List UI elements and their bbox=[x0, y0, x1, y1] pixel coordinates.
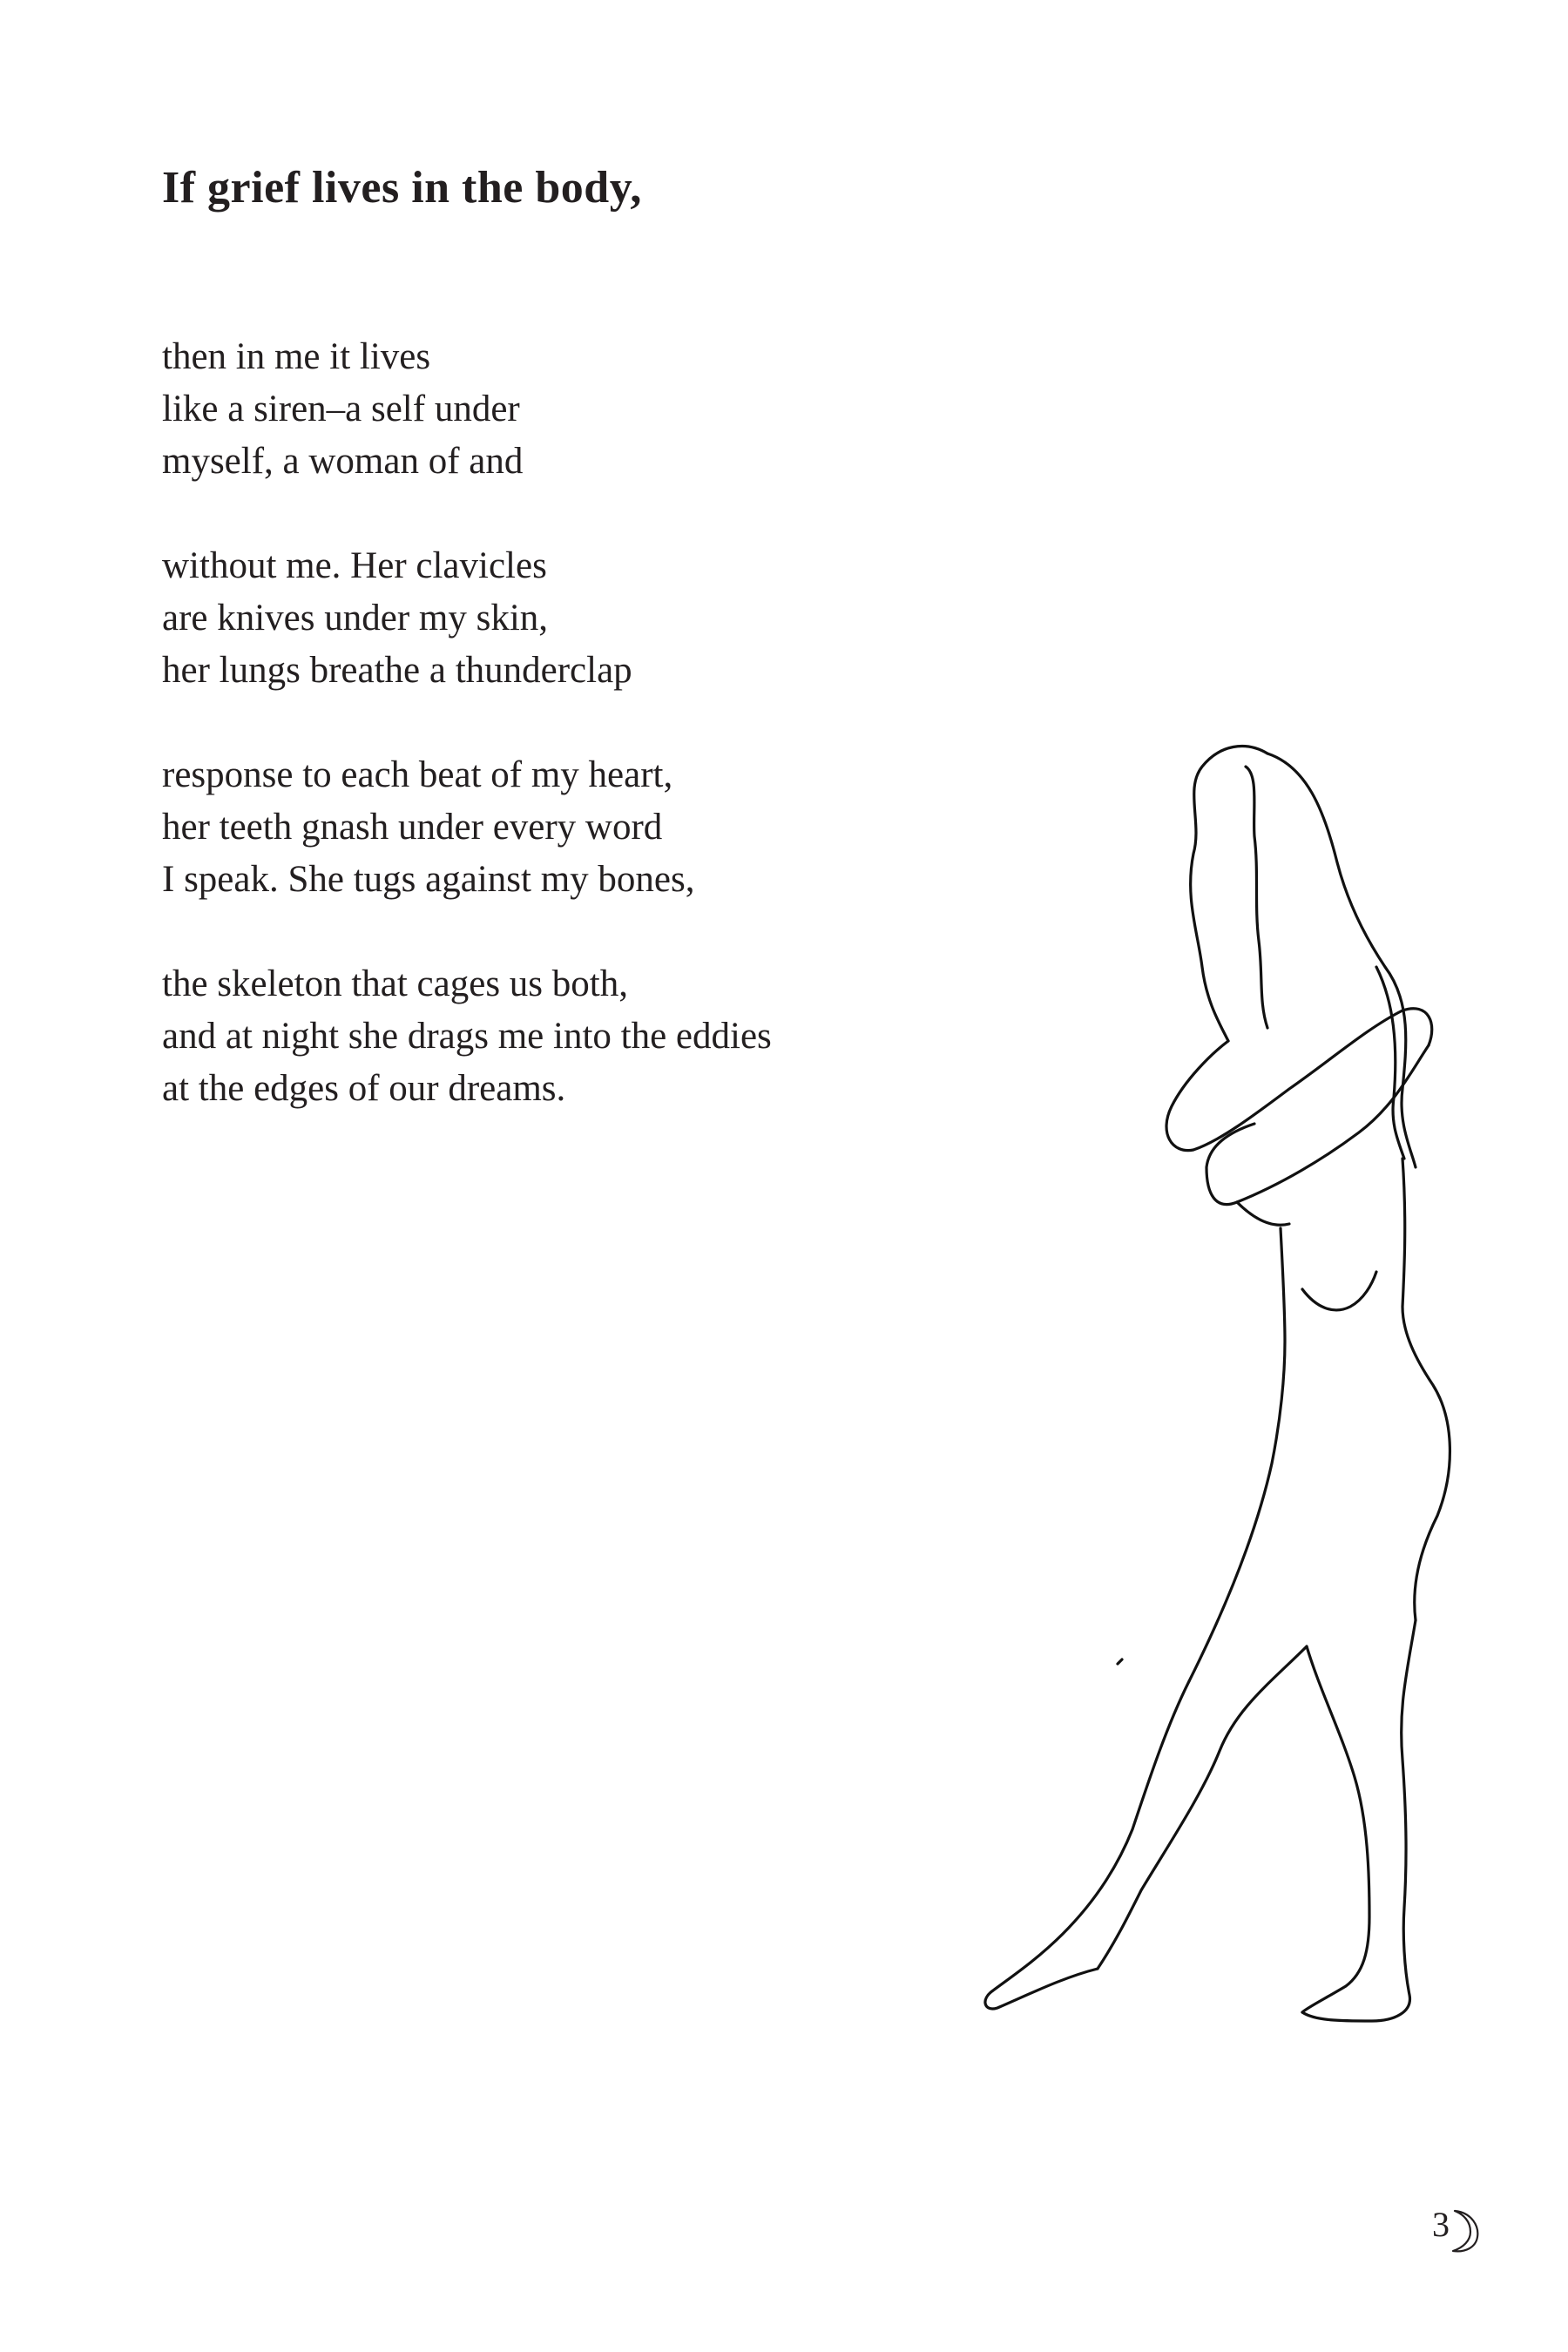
poem-line: her teeth gnash under every word bbox=[162, 807, 663, 848]
hair-inner-contour bbox=[1246, 767, 1267, 1028]
forearm-underline bbox=[1237, 1202, 1289, 1225]
stanza-3 bbox=[162, 749, 694, 906]
sketch-mark bbox=[1118, 1659, 1122, 1664]
upper-arm bbox=[1166, 1009, 1432, 1151]
poem-line: without me. Her clavicles bbox=[162, 545, 547, 586]
poem-line: at the edges of our dreams. bbox=[162, 1068, 566, 1109]
line-drawing-female-figure-icon bbox=[941, 723, 1516, 2065]
torso-left bbox=[1189, 1228, 1285, 1681]
poem-line: myself, a woman of and bbox=[162, 441, 524, 482]
stanza-2 bbox=[162, 540, 632, 697]
poem-line: her lungs breathe a thunderclap bbox=[162, 650, 632, 691]
stanza-1 bbox=[162, 331, 523, 488]
poem-line: are knives under my skin, bbox=[162, 598, 549, 639]
poem-line: then in me it lives bbox=[162, 336, 431, 377]
page-number-text: 3 bbox=[1432, 2205, 1450, 2244]
poem-title: If grief lives in the body, bbox=[162, 163, 642, 213]
back-leg bbox=[985, 1681, 1189, 2009]
torso-right bbox=[1402, 1159, 1450, 1620]
poem-line: and at night she drags me into the eddies bbox=[162, 1016, 772, 1057]
poem-line: I speak. She tugs against my bones, bbox=[162, 859, 695, 900]
poem-line: response to each beat of my heart, bbox=[162, 754, 673, 795]
back-leg-upper bbox=[1098, 1646, 1307, 1969]
poem-line: like a siren–a self under bbox=[162, 389, 520, 429]
page-number bbox=[1429, 2204, 1490, 2256]
front-leg-inner bbox=[1302, 1646, 1369, 2012]
belly-line bbox=[1302, 1272, 1376, 1310]
stanza-4 bbox=[162, 958, 772, 1115]
poem-line: the skeleton that cages us both, bbox=[162, 963, 628, 1004]
